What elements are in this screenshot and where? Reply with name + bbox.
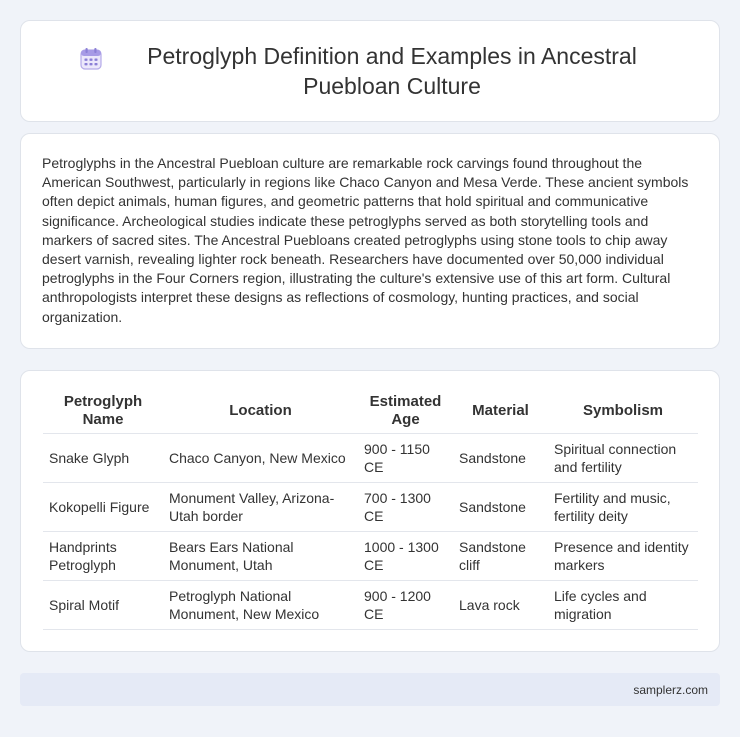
column-header-symbolism: Symbolism bbox=[582, 402, 664, 419]
table-row bbox=[43, 532, 698, 581]
cell-symbolism: Life cycles and migration bbox=[548, 581, 698, 630]
column-header-location: Location bbox=[229, 402, 292, 419]
cell-age: 1000 - 1300 CE bbox=[358, 532, 453, 581]
cell-age: 900 - 1200 CE bbox=[358, 581, 453, 630]
cell-symbolism: Fertility and music, fertility deity bbox=[548, 483, 698, 532]
cell-symbolism: Presence and identity markers bbox=[548, 532, 698, 581]
table-row bbox=[43, 581, 698, 630]
cell-material: Sandstone bbox=[453, 483, 548, 532]
petroglyph-table bbox=[43, 393, 698, 630]
title-card bbox=[20, 20, 720, 122]
table-row bbox=[43, 434, 698, 483]
cell-material: Sandstone bbox=[453, 434, 548, 483]
cell-name: Kokopelli Figure bbox=[43, 483, 163, 532]
cell-location: Monument Valley, Arizona-Utah border bbox=[163, 483, 358, 532]
cell-location: Chaco Canyon, New Mexico bbox=[163, 434, 358, 483]
cell-name: Handprints Petroglyph bbox=[43, 532, 163, 581]
cell-location: Petroglyph National Monument, New Mexico bbox=[163, 581, 358, 630]
footer-site-link[interactable]: samplerz.com bbox=[633, 682, 708, 697]
cell-symbolism: Spiritual connection and fertility bbox=[548, 434, 698, 483]
cell-location: Bears Ears National Monument, Utah bbox=[163, 532, 358, 581]
cell-material: Lava rock bbox=[453, 581, 548, 630]
footer bbox=[20, 673, 720, 706]
table-row bbox=[43, 483, 698, 532]
cell-material: Sandstone cliff bbox=[453, 532, 548, 581]
title-wrap bbox=[21, 41, 719, 101]
description-card bbox=[20, 133, 720, 349]
cell-age: 700 - 1300 CE bbox=[358, 483, 453, 532]
column-header-age: Estimated Age bbox=[369, 393, 442, 428]
page-title: Petroglyph Definition and Examples in Ancestral Puebloan Culture bbox=[147, 43, 637, 99]
cell-name: Snake Glyph bbox=[43, 434, 163, 483]
calendar-icon bbox=[78, 46, 104, 72]
cell-name: Spiral Motif bbox=[43, 581, 163, 630]
column-header-material: Material bbox=[472, 402, 529, 419]
description-text: Petroglyphs in the Ancestral Puebloan culture are remarkable rock carvings found throughout the American Southwest, particularly in regions like Chaco Canyon and Mesa Verde. These ancient symbols often depict animals, human figures, and geometric patterns that hold spiritual and communicative significance. Archeological studies indicate these petroglyphs served as both storytelling tools and markers of sacred sites. The Ancestral Puebloans created petroglyphs using stone tools to chip away desert varnish, revealing lighter rock beneath. Researchers have documented over 50,000 individual petroglyphs in the Four Corners region, illustrating the culture's extensive use of this art form. Cultural anthropologists interpret these designs as reflections of cosmology, hunting practices, and social organization. bbox=[42, 155, 689, 325]
table-card bbox=[20, 370, 720, 652]
table-header-row bbox=[43, 393, 698, 434]
cell-age: 900 - 1150 CE bbox=[358, 434, 453, 483]
column-header-name: Petroglyph Name bbox=[63, 393, 143, 428]
